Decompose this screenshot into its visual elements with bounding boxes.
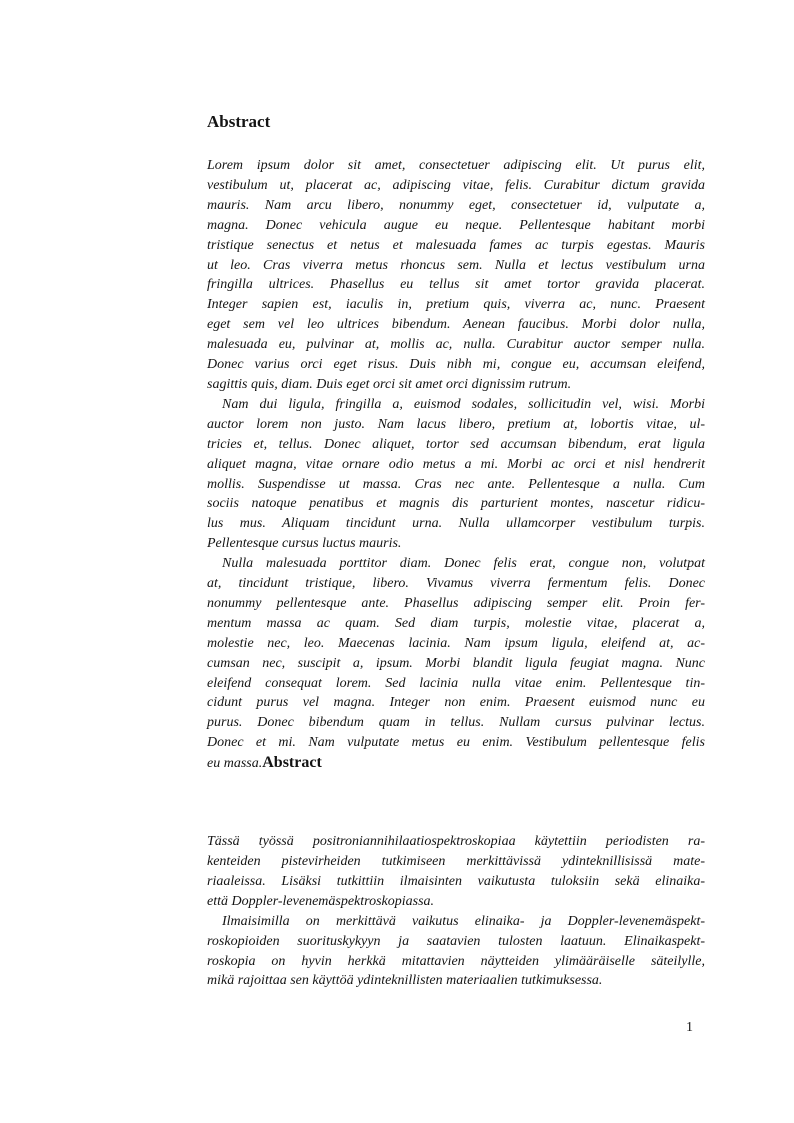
text-line: sociis natoque penatibus et magnis dis parturient montes, nascetur ridicu- [207,496,705,512]
text-line: roskopia on hyvin herkkä mitattavien näytteiden ylimääräiselle säteilylle, [207,953,705,969]
text-line: eget sem vel leo ultrices bibendum. Aenean faucibus. Morbi dolor nulla, [207,317,705,333]
text-line: purus. Donec bibendum quam in tellus. Nullam cursus pulvinar lectus. [207,715,705,731]
text-line: nonummy pellentesque ante. Phasellus adipiscing semper elit. Proin fer- [207,595,705,611]
text-line: Donec varius orci eget risus. Duis nibh mi, congue eu, accumsan eleifend, [207,357,705,373]
text-line: cidunt purus vel magna. Integer non enim. Praesent euismod nunc eu [207,695,705,711]
text-line: kenteiden pistevirheiden tutkimiseen merkittävissä ydinteknillisissä mate- [207,854,705,869]
text-line-fragment: eu massa. [207,756,263,772]
text-line: molestie nec, leo. Maecenas lacinia. Nam ipsum ligula, eleifend at, ac- [207,635,705,651]
text-line: Nam dui ligula, fringilla a, euismod sodales, sollicitudin vel, wisi. Morbi [222,396,705,412]
text-line: riaaleissa. Lisäksi tutkittiin ilmaisinten vaikutusta tuloksiin sekä elinaika- [207,873,705,889]
text-column [207,112,705,991]
text-line: mollis. Suspendisse ut massa. Cras nec ante. Pellentesque a nulla. Cum [207,476,705,492]
text-line: tristique senectus et netus et malesuada fames ac turpis egestas. Mauris [207,237,705,253]
text-line: sagittis quis, diam. Duis eget orci sit amet orci dignissim rutrum. [207,376,572,392]
text-line: at, tincidunt tristique, libero. Vivamus viverra fermentum felis. Donec [207,576,705,592]
text-line: Nulla malesuada porttitor diam. Donec felis erat, congue non, volutpat [222,556,705,572]
text-line: fringilla ultrices. Phasellus eu tellus sit amet tortor gravida placerat. [207,277,705,293]
text-line: magna. Donec vehicula augue eu neque. Pellentesque habitant morbi [207,217,705,233]
finnish-abstract-body [207,832,705,991]
text-line: lus mus. Aliquam tincidunt urna. Nulla ullamcorper vestibulum turpis. [207,516,705,532]
text-line: Lorem ipsum dolor sit amet, consectetuer adipiscing elit. Ut purus elit, [207,158,705,173]
text-line: Donec et mi. Nam vulputate metus eu enim. Vestibulum pellentesque felis [207,735,705,751]
text-line: Pellentesque cursus luctus mauris. [207,536,402,552]
text-line: mentum massa ac quam. Sed diam turpis, molestie vitae, placerat a, [207,615,705,631]
text-line: mauris. Nam arcu libero, nonummy eget, consectetuer id, vulputate a, [207,197,705,213]
page-number: 1 [686,1020,693,1035]
text-line [207,753,705,774]
text-line: auctor lorem non justo. Nam lacus libero, pretium at, lobortis vitae, ul- [207,416,705,432]
abstract-heading: Abstract [207,112,271,131]
text-line: mikä rajoittaa sen käyttöä ydinteknillisten materiaalien tutkimuksessa. [207,973,603,989]
text-line: Integer sapien est, iaculis in, pretium quis, viverra ac, nunc. Praesent [207,297,705,313]
text-line: cumsan nec, suscipit a, ipsum. Morbi blandit ligula feugiat magna. Nunc [207,655,705,671]
lorem-abstract-body [207,156,705,774]
text-line: vestibulum ut, placerat ac, adipiscing vitae, felis. Curabitur dictum gravida [207,177,705,193]
text-line: että Doppler-levenemäspektroskopiassa. [207,893,435,909]
text-line: ut leo. Cras viverra metus rhoncus sem. Nulla et lectus vestibulum urna [207,257,705,273]
text-line: aliquet magna, vitae ornare odio metus a mi. Morbi ac orci et nisl hendrerit [207,456,705,472]
text-line: malesuada eu, pulvinar at, mollis ac, nulla. Curabitur auctor semper nulla. [207,337,705,353]
text-line: roskopioiden suorituskykyyn ja saatavien tulosten laatuun. Elinaikaspekt- [207,933,705,949]
text-line: Ilmaisimilla on merkittävä vaikutus elinaika- ja Doppler-levenemäspekt- [222,913,705,929]
text-line: tricies et, tellus. Donec aliquet, tortor sed accumsan bibendum, erat ligula [207,436,705,452]
text-line: eleifend consequat lorem. Sed lacinia nulla vitae enim. Pellentesque tin- [207,675,705,691]
inline-abstract-heading: Abstract [262,754,322,772]
text-line: Tässä työssä positroniannihilaatiospektroskopiaa käytettiin periodisten ra- [207,834,705,850]
